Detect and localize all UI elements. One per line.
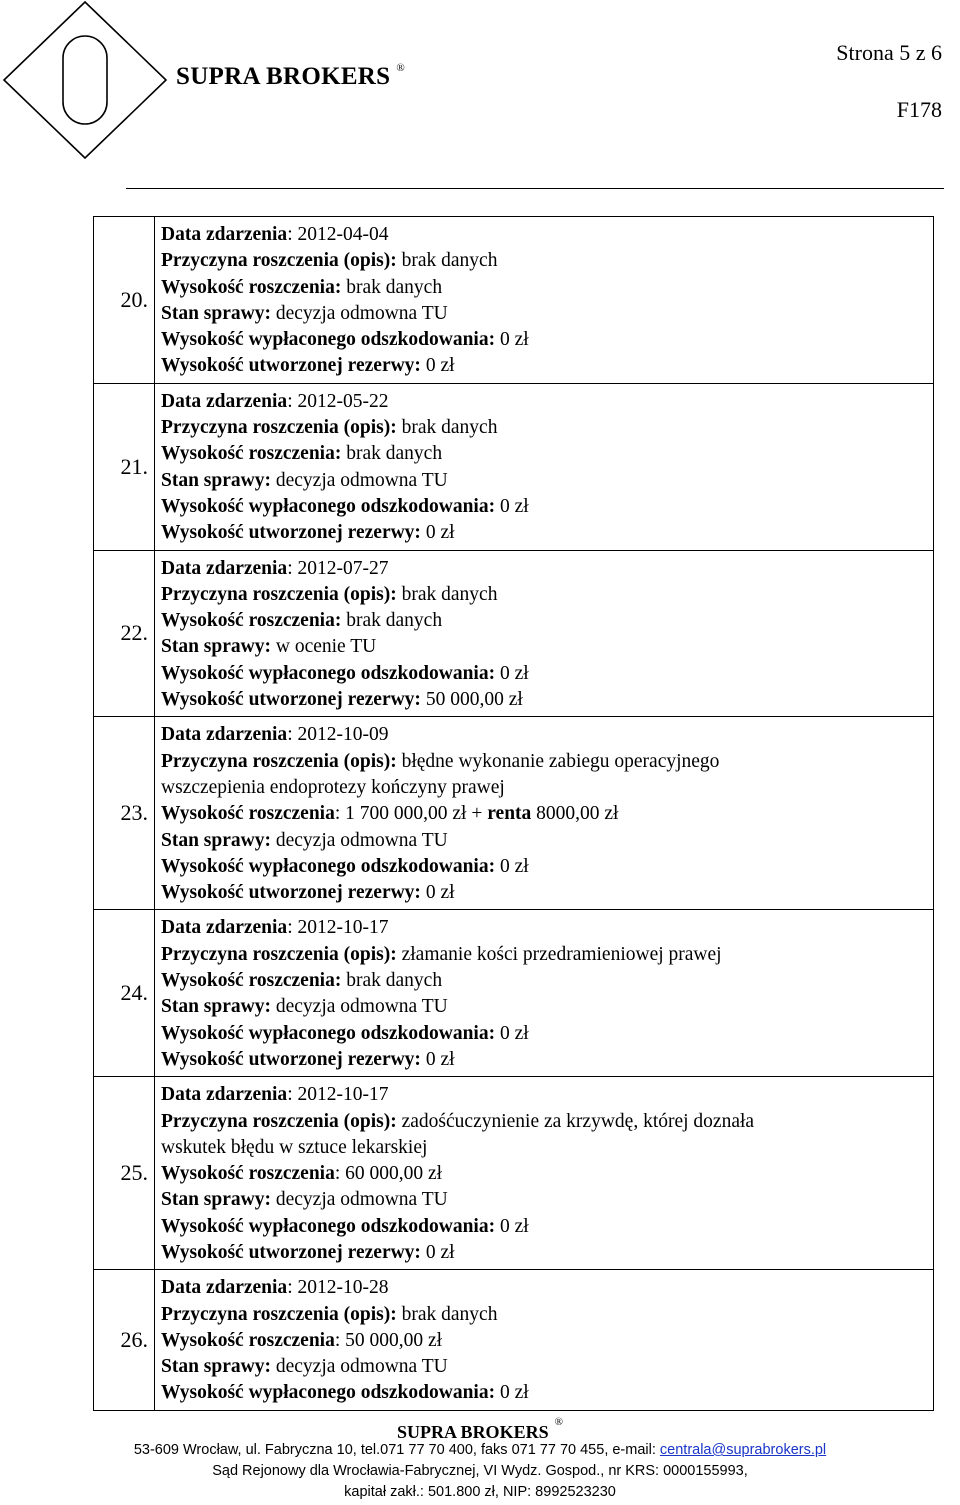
field-value: decyzja odmowna TU	[270, 1356, 448, 1378]
field-value: brak danych	[396, 250, 498, 272]
field-value: zadośćuczynienie za krzywdę, której doznała	[396, 1110, 755, 1132]
field-label: Wysokość utworzonej rezerwy:	[161, 1048, 421, 1070]
field-label: Przyczyna roszczenia (opis):	[161, 750, 397, 772]
field-value: brak danych	[396, 417, 498, 439]
supra-brokers-diamond-logo-icon	[0, 0, 170, 160]
field-value: : 2012-10-17	[287, 1084, 389, 1106]
field-label: Wysokość utworzonej rezerwy:	[161, 355, 421, 377]
claim-detail-line	[161, 494, 933, 520]
claim-detail-line	[161, 301, 933, 327]
field-value: 0 zł	[495, 662, 529, 684]
field-value: : 2012-10-28	[287, 1277, 389, 1299]
field-value: złamanie kości przedramieniowej prawej	[396, 943, 722, 965]
claim-detail-line	[161, 1302, 933, 1328]
claim-detail-line	[161, 854, 933, 880]
field-value: brak danych	[396, 1303, 498, 1325]
claim-detail-line	[161, 634, 933, 660]
claim-number: 20.	[94, 217, 155, 384]
field-value: : 50 000,00 zł	[334, 1329, 443, 1351]
field-value: 0 zł	[495, 1382, 529, 1404]
field-label: Wysokość wypłaconego odszkodowania:	[161, 329, 496, 351]
claim-details	[155, 383, 934, 550]
field-value: : 2012-05-22	[287, 390, 389, 412]
claim-row	[94, 1077, 934, 1270]
claim-row	[94, 383, 934, 550]
field-label: Stan sprawy:	[161, 829, 271, 851]
claim-detail-line	[161, 275, 933, 301]
field-label: Stan sprawy:	[161, 996, 271, 1018]
field-label: Wysokość wypłaconego odszkodowania:	[161, 1382, 496, 1404]
claim-detail-line	[161, 520, 933, 546]
footer-address: 53-609 Wrocław, ul. Fabryczna 10, tel.071 77 70 400, faks 071 77 70 455, e-mail: centrala@suprabrokers.pl	[133, 1442, 827, 1458]
field-value: brak danych	[341, 970, 443, 992]
field-label: Wysokość roszczenia	[161, 803, 335, 825]
field-label: Stan sprawy:	[161, 302, 271, 324]
claim-detail-line	[161, 1187, 933, 1213]
field-label: Wysokość roszczenia	[161, 1163, 335, 1185]
claim-number: 21.	[94, 383, 155, 550]
field-label: Wysokość wypłaconego odszkodowania:	[161, 662, 496, 684]
field-label: renta	[487, 803, 532, 825]
field-value: 0 zł	[420, 1241, 455, 1263]
claim-detail-line	[161, 1082, 933, 1108]
claim-detail-line	[161, 1275, 933, 1301]
field-value: brak danych	[341, 276, 443, 298]
field-label: Wysokość utworzonej rezerwy:	[161, 1241, 421, 1263]
claim-detail-line	[161, 389, 933, 415]
field-label: Wysokość wypłaconego odszkodowania:	[161, 855, 496, 877]
claim-detail-line	[161, 1328, 933, 1354]
field-value: : 2012-07-27	[287, 557, 389, 579]
field-label: Wysokość utworzonej rezerwy:	[161, 689, 421, 711]
claim-detail-line	[161, 968, 933, 994]
field-label: Przyczyna roszczenia (opis):	[161, 417, 397, 439]
field-value: decyzja odmowna TU	[270, 1189, 448, 1211]
field-value: w ocenie TU	[270, 636, 377, 658]
claim-detail-line	[161, 1354, 933, 1380]
claim-detail-line	[161, 1021, 933, 1047]
field-value: 50 000,00 zł	[420, 689, 523, 711]
claim-detail-line	[161, 880, 933, 906]
field-label: Wysokość roszczenia:	[161, 276, 342, 298]
field-label: Data zdarzenia	[161, 224, 288, 245]
claim-number: 23.	[94, 717, 155, 910]
claim-details	[155, 1270, 934, 1410]
claim-detail-line	[161, 327, 933, 353]
claim-details	[155, 550, 934, 717]
field-label: Data zdarzenia	[161, 917, 288, 939]
claim-number: 26.	[94, 1270, 155, 1410]
claim-row	[94, 550, 934, 717]
claim-detail-line	[161, 441, 933, 467]
field-value: błędne wykonanie zabiegu operacyjnego	[396, 750, 720, 772]
claim-detail-line	[161, 1109, 933, 1135]
field-value: 0 zł	[420, 1048, 455, 1070]
field-value: wskutek błędu w sztuce lekarskiej	[161, 1136, 428, 1158]
field-value: 0 zł	[420, 882, 455, 904]
field-label: Przyczyna roszczenia (opis):	[161, 1110, 397, 1132]
claim-detail-line	[161, 1161, 933, 1187]
field-value: 0 zł	[420, 355, 455, 377]
claim-detail-line	[161, 415, 933, 441]
claim-row	[94, 717, 934, 910]
field-label: Wysokość wypłaconego odszkodowania:	[161, 1215, 496, 1237]
claim-detail-line	[161, 1380, 933, 1406]
field-value: brak danych	[341, 443, 443, 465]
field-value: 8000,00 zł	[531, 803, 619, 825]
footer-capital-tax-id: kapitał zakł.: 501.800 zł, NIP: 8992523230	[344, 1484, 616, 1500]
field-value: : 2012-10-17	[287, 917, 389, 939]
field-label: Wysokość roszczenia	[161, 1329, 335, 1351]
footer-brand: SUPRA BROKERS ®	[397, 1416, 563, 1442]
claim-detail-line	[161, 915, 933, 941]
claim-number: 22.	[94, 550, 155, 717]
field-label: Stan sprawy:	[161, 469, 271, 491]
field-label: Przyczyna roszczenia (opis):	[161, 583, 397, 605]
field-label: Data zdarzenia	[161, 1277, 288, 1299]
claim-detail-line	[161, 828, 933, 854]
field-label: Przyczyna roszczenia (opis):	[161, 250, 397, 272]
claim-number: 25.	[94, 1077, 155, 1270]
claim-details	[155, 1077, 934, 1270]
field-label: Wysokość utworzonej rezerwy:	[161, 522, 421, 544]
footer-court-registry: Sąd Rejonowy dla Wrocławia-Fabrycznej, VI Wydz. Gospod., nr KRS: 0000155993,	[212, 1463, 748, 1479]
field-value: wszczepienia endoprotezy kończyny prawej	[161, 776, 505, 798]
field-value: 0 zł	[420, 522, 455, 544]
claim-detail-line	[161, 222, 933, 248]
field-value: : 2012-10-09	[287, 724, 389, 746]
claim-row	[94, 910, 934, 1077]
field-value: 0 zł	[495, 329, 529, 351]
field-value: decyzja odmowna TU	[270, 302, 448, 324]
field-label: Przyczyna roszczenia (opis):	[161, 943, 397, 965]
claim-detail-line	[161, 353, 933, 379]
field-value: decyzja odmowna TU	[270, 829, 448, 851]
field-label: Stan sprawy:	[161, 636, 271, 658]
field-label: Wysokość wypłaconego odszkodowania:	[161, 1022, 496, 1044]
claim-detail-line	[161, 775, 933, 801]
field-value: decyzja odmowna TU	[270, 469, 448, 491]
document-code: F178	[896, 97, 942, 122]
claim-detail-line	[161, 749, 933, 775]
claim-detail-line	[161, 1047, 933, 1073]
field-label: Stan sprawy:	[161, 1189, 271, 1211]
claim-detail-line	[161, 942, 933, 968]
claim-detail-line	[161, 994, 933, 1020]
field-value: brak danych	[341, 610, 443, 632]
field-label: Data zdarzenia	[161, 1084, 288, 1106]
claim-detail-line	[161, 468, 933, 494]
field-value: brak danych	[396, 583, 498, 605]
claim-details	[155, 217, 934, 384]
claim-detail-line	[161, 582, 933, 608]
field-value: 0 zł	[495, 1215, 529, 1237]
field-value: : 60 000,00 zł	[334, 1163, 443, 1185]
claim-row	[94, 217, 934, 384]
field-value: 0 zł	[495, 855, 529, 877]
claim-detail-line	[161, 1240, 933, 1266]
claim-detail-line	[161, 687, 933, 713]
claim-detail-line	[161, 1214, 933, 1240]
header-brand: SUPRA BROKERS ®	[176, 62, 406, 90]
field-label: Data zdarzenia	[161, 557, 288, 579]
claim-detail-line	[161, 661, 933, 687]
field-label: Stan sprawy:	[161, 1356, 271, 1378]
claim-detail-line	[161, 722, 933, 748]
claim-detail-line	[161, 248, 933, 274]
field-label: Przyczyna roszczenia (opis):	[161, 1303, 397, 1325]
claim-detail-line	[161, 608, 933, 634]
claim-detail-line	[161, 801, 933, 827]
claim-details	[155, 717, 934, 910]
field-value: : 1 700 000,00 zł +	[334, 803, 488, 825]
header-divider	[126, 188, 944, 189]
field-label: Data zdarzenia	[161, 724, 288, 746]
field-value: 0 zł	[495, 1022, 529, 1044]
page-number: Strona 5 z 6	[836, 40, 942, 65]
claim-detail-line	[161, 1135, 933, 1161]
field-value: decyzja odmowna TU	[270, 996, 448, 1018]
field-label: Wysokość roszczenia:	[161, 610, 342, 632]
field-label: Wysokość roszczenia:	[161, 970, 342, 992]
field-value: : 2012-04-04	[287, 224, 389, 245]
claim-number: 24.	[94, 910, 155, 1077]
footer-email-link[interactable]: centrala@suprabrokers.pl	[659, 1442, 827, 1458]
claim-row	[94, 1270, 934, 1410]
field-value: 0 zł	[495, 495, 529, 517]
claims-table	[93, 216, 934, 1411]
field-label: Wysokość utworzonej rezerwy:	[161, 882, 421, 904]
claim-details	[155, 910, 934, 1077]
field-label: Wysokość wypłaconego odszkodowania:	[161, 495, 496, 517]
field-label: Wysokość roszczenia:	[161, 443, 342, 465]
field-label: Data zdarzenia	[161, 390, 288, 412]
claim-detail-line	[161, 556, 933, 582]
